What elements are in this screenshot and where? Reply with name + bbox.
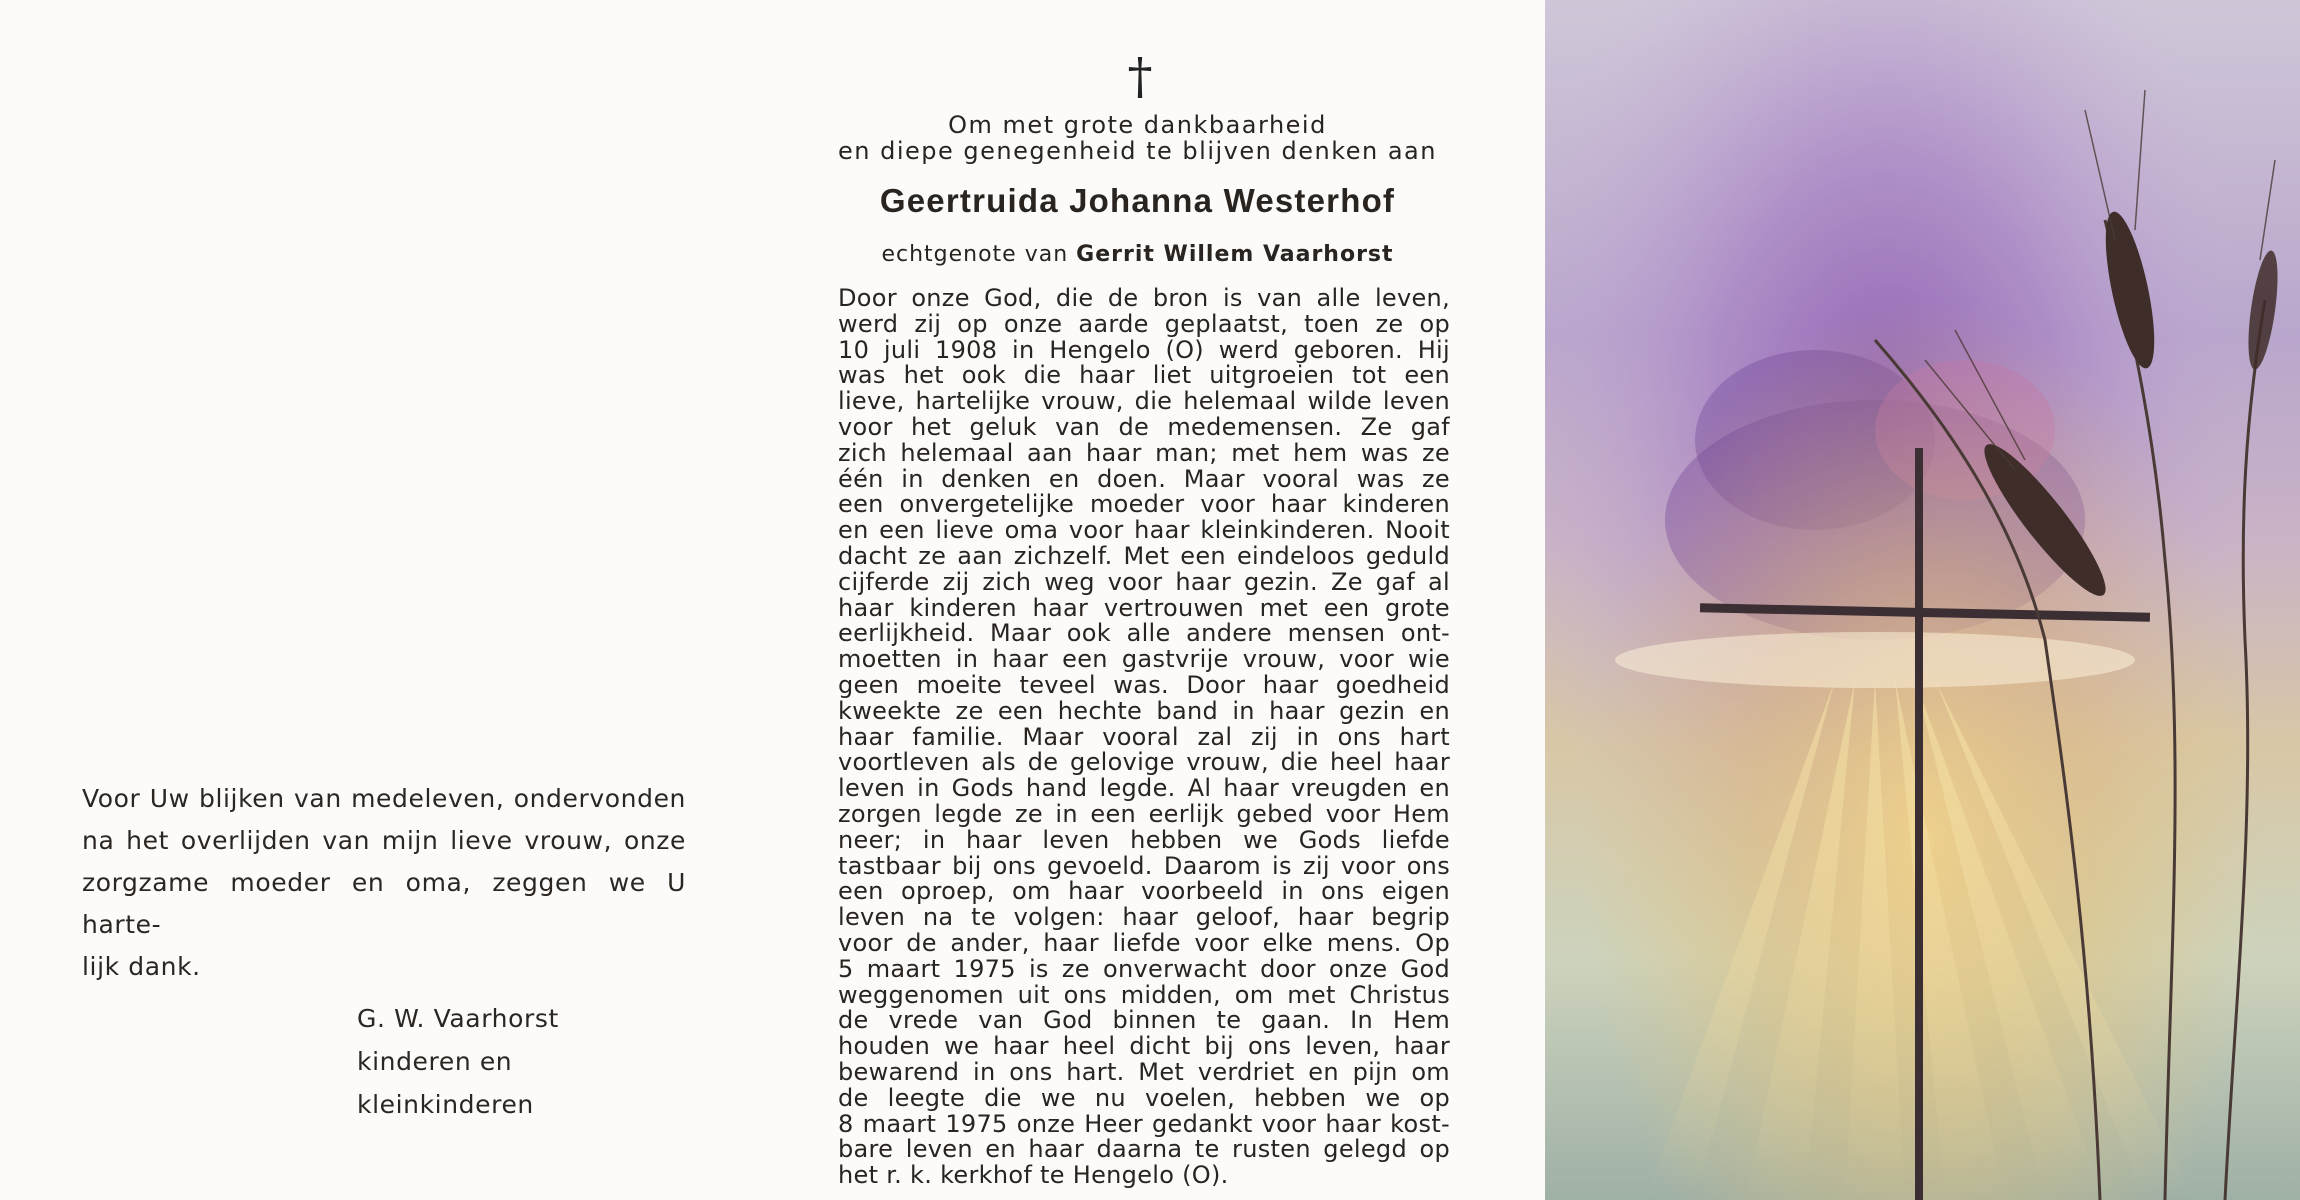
obituary-line: leven na te volgen: haar geloof, haar begrip bbox=[838, 905, 1450, 931]
thanks-line: lijk dank. bbox=[82, 952, 201, 981]
obituary-line: voor het geluk van de medemensen. Ze gaf bbox=[838, 414, 1450, 441]
obituary-line: was het ook die haar liet uitgroeien tot een bbox=[838, 363, 1450, 390]
obituary-line: geen moeite teveel was. Door haar goedheid bbox=[838, 672, 1450, 699]
obituary-line: het r. k. kerkhof te Hengelo (O). bbox=[838, 1163, 1229, 1189]
obituary-line: tastbaar bij ons gevoeld. Daarom is zij voor ons bbox=[838, 853, 1450, 880]
obituary-line: cijferde zij zich weg voor haar gezin. Ze gaf al bbox=[838, 569, 1450, 596]
signature-family: kinderen en kleinkinderen bbox=[357, 1047, 534, 1119]
obituary-line: 10 juli 1908 in Hengelo (O) werd geboren. Hij bbox=[838, 337, 1450, 364]
spouse-line bbox=[830, 242, 1445, 267]
obituary-line: haar familie. Maar vooral zal zij in ons hart bbox=[838, 724, 1450, 751]
obituary-line: bewarend in ons hart. Met verdriet en pijn om bbox=[838, 1059, 1450, 1086]
thanks-line: Voor Uw blijken van medeleven, ondervonden bbox=[82, 784, 686, 813]
deceased-name: Geertruida Johanna Westerhof bbox=[879, 182, 1396, 219]
memorial-picture bbox=[1545, 0, 2300, 1200]
signature-name: G. W. Vaarhorst bbox=[357, 1004, 559, 1033]
cross-icon: † bbox=[1127, 47, 1153, 105]
spouse-prefix: echtgenote van bbox=[881, 242, 1069, 267]
obituary-line: zich helemaal aan haar man; met hem was ze bbox=[838, 440, 1450, 467]
thanks-line: zorgzame moeder en oma, zeggen we U harte- bbox=[82, 868, 686, 939]
intro-line: en diepe genegenheid te blijven denken aan bbox=[838, 137, 1437, 165]
obituary-line: voortleven als de gelovige vrouw, die heel haar bbox=[838, 750, 1450, 777]
obituary-line: neer; in haar leven hebben we Gods liefde bbox=[838, 827, 1450, 854]
obituary-line: 5 maart 1975 is ze onverwacht door onze God bbox=[838, 956, 1450, 983]
obituary-line: kweekte ze een hechte band in haar gezin en bbox=[838, 698, 1450, 725]
obituary-line: voor de ander, haar liefde voor elke mens. Op bbox=[838, 930, 1450, 957]
obituary-line: één in denken en doen. Maar vooral was ze bbox=[838, 466, 1450, 493]
obituary-line: de vrede van God binnen te gaan. In Hem bbox=[838, 1008, 1450, 1035]
intro-line: Om met grote dankbaarheid bbox=[948, 111, 1327, 139]
obituary-panel bbox=[830, 0, 1450, 1200]
spouse-name: Gerrit Willem Vaarhorst bbox=[1076, 242, 1394, 267]
obituary-line: een onvergetelijke moeder voor haar kinderen bbox=[838, 492, 1450, 519]
obituary-line: eerlijkheid. Maar ook alle andere mensen ont- bbox=[838, 621, 1450, 648]
obituary-line: de leegte die we nu voelen, hebben we op bbox=[838, 1085, 1450, 1112]
obituary-line: leven in Gods hand legde. Al haar vreugden en bbox=[838, 776, 1450, 802]
intro-text bbox=[830, 112, 1445, 164]
thanks-line: na het overlijden van mijn lieve vrouw, onze bbox=[82, 826, 686, 855]
obituary-line: lieve, hartelijke vrouw, die helemaal wilde leven bbox=[838, 389, 1450, 415]
obituary-line: zorgen legde ze in een eerlijk gebed voor Hem bbox=[838, 801, 1450, 828]
obituary-line: een oproep, om haar voorbeeld in ons eigen bbox=[838, 879, 1450, 906]
obituary-line: moetten in haar een gastvrije vrouw, voor wie bbox=[838, 647, 1450, 673]
obituary-line: Door onze God, die de bron is van alle leven, bbox=[838, 286, 1450, 312]
obituary-line: houden we haar heel dicht bij ons leven, haar bbox=[838, 1034, 1450, 1060]
obituary-line: haar kinderen haar vertrouwen met een grote bbox=[838, 595, 1450, 622]
obituary-line: 8 maart 1975 onze Heer gedankt voor haar kost- bbox=[838, 1111, 1450, 1138]
signature bbox=[357, 997, 697, 1126]
obituary-line: bare leven en haar daarna te rusten gelegd op bbox=[838, 1137, 1450, 1164]
thanks-text bbox=[82, 778, 686, 988]
obituary-text bbox=[838, 286, 1450, 1189]
obituary-line: weggenomen uit ons midden, om met Christus bbox=[838, 982, 1450, 1009]
obituary-line: werd zij op onze aarde geplaatst, toen ze op bbox=[838, 311, 1450, 338]
obituary-line: dacht ze aan zichzelf. Met een eindeloos geduld bbox=[838, 543, 1450, 570]
obituary-line: en een lieve oma voor haar kleinkinderen. Nooit bbox=[838, 518, 1450, 544]
